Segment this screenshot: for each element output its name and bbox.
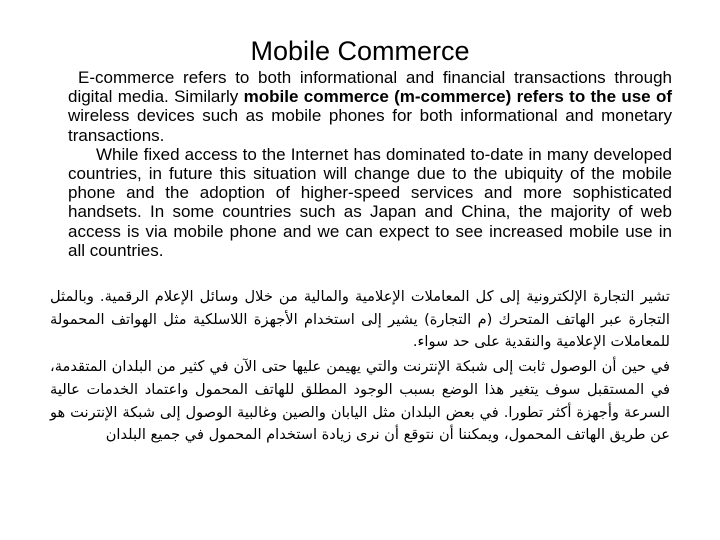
arabic-text <box>50 286 670 447</box>
english-paragraph-2: While fixed access to the Internet has dominated to-date in many developed countries, in future this situation will change due to the ubiquity of the mobile phone and the adoption of higher-speed services and more sophisticated handsets. In some countries such as Japan and China, the majority of web access is via mobile phone and we can expect to see increased mobile use in all countries. <box>68 144 672 260</box>
english-p1-part2: wireless devices such as mobile phones for both informational and monetary transactions. <box>68 106 672 145</box>
english-p1-part1: E-commerce refers to both informational and financial transactions through digital media. Similarly <box>68 68 672 107</box>
slide-title: Mobile Commerce <box>250 36 470 66</box>
arabic-paragraph-2: في حين أن الوصول ثابت إلى شبكة الإنترنت والتي يهيمن عليها حتى الآن في كثير من البلدان المتقدمة، في المستقبل سوف يتغير هذا الوضع بسبب الوجود المطلق للهاتف المحمول واعتماد الخدمات عالية السرعة وأجهزة أكثر تطورا. في بعض البلدان مثل اليابان والصين وغالبية الوصول إلى شبكة الإنترنت هو عن طريق الهاتف المحمول، ويمكننا أن نتوقع أن نرى زيادة استخدام المحمول في جميع البلدان <box>50 358 670 444</box>
arabic-paragraph-1: تشير التجارة الإلكترونية إلى كل المعاملات الإعلامية والمالية من خلال وسائل الإعلام الرقمية. وبالمثل التجارة عبر الهاتف المتحرك (م التجارة) يشير إلى استخدام الأجهزة اللاسلكية مثل الهواتف المحمولة للمعاملات الإعلامية والنقدية على حد سواء. <box>50 288 670 351</box>
english-paragraph-1 <box>68 68 672 145</box>
english-text <box>68 68 672 260</box>
english-p1-bold: mobile commerce (m-commerce) refers to the use of <box>243 87 673 107</box>
